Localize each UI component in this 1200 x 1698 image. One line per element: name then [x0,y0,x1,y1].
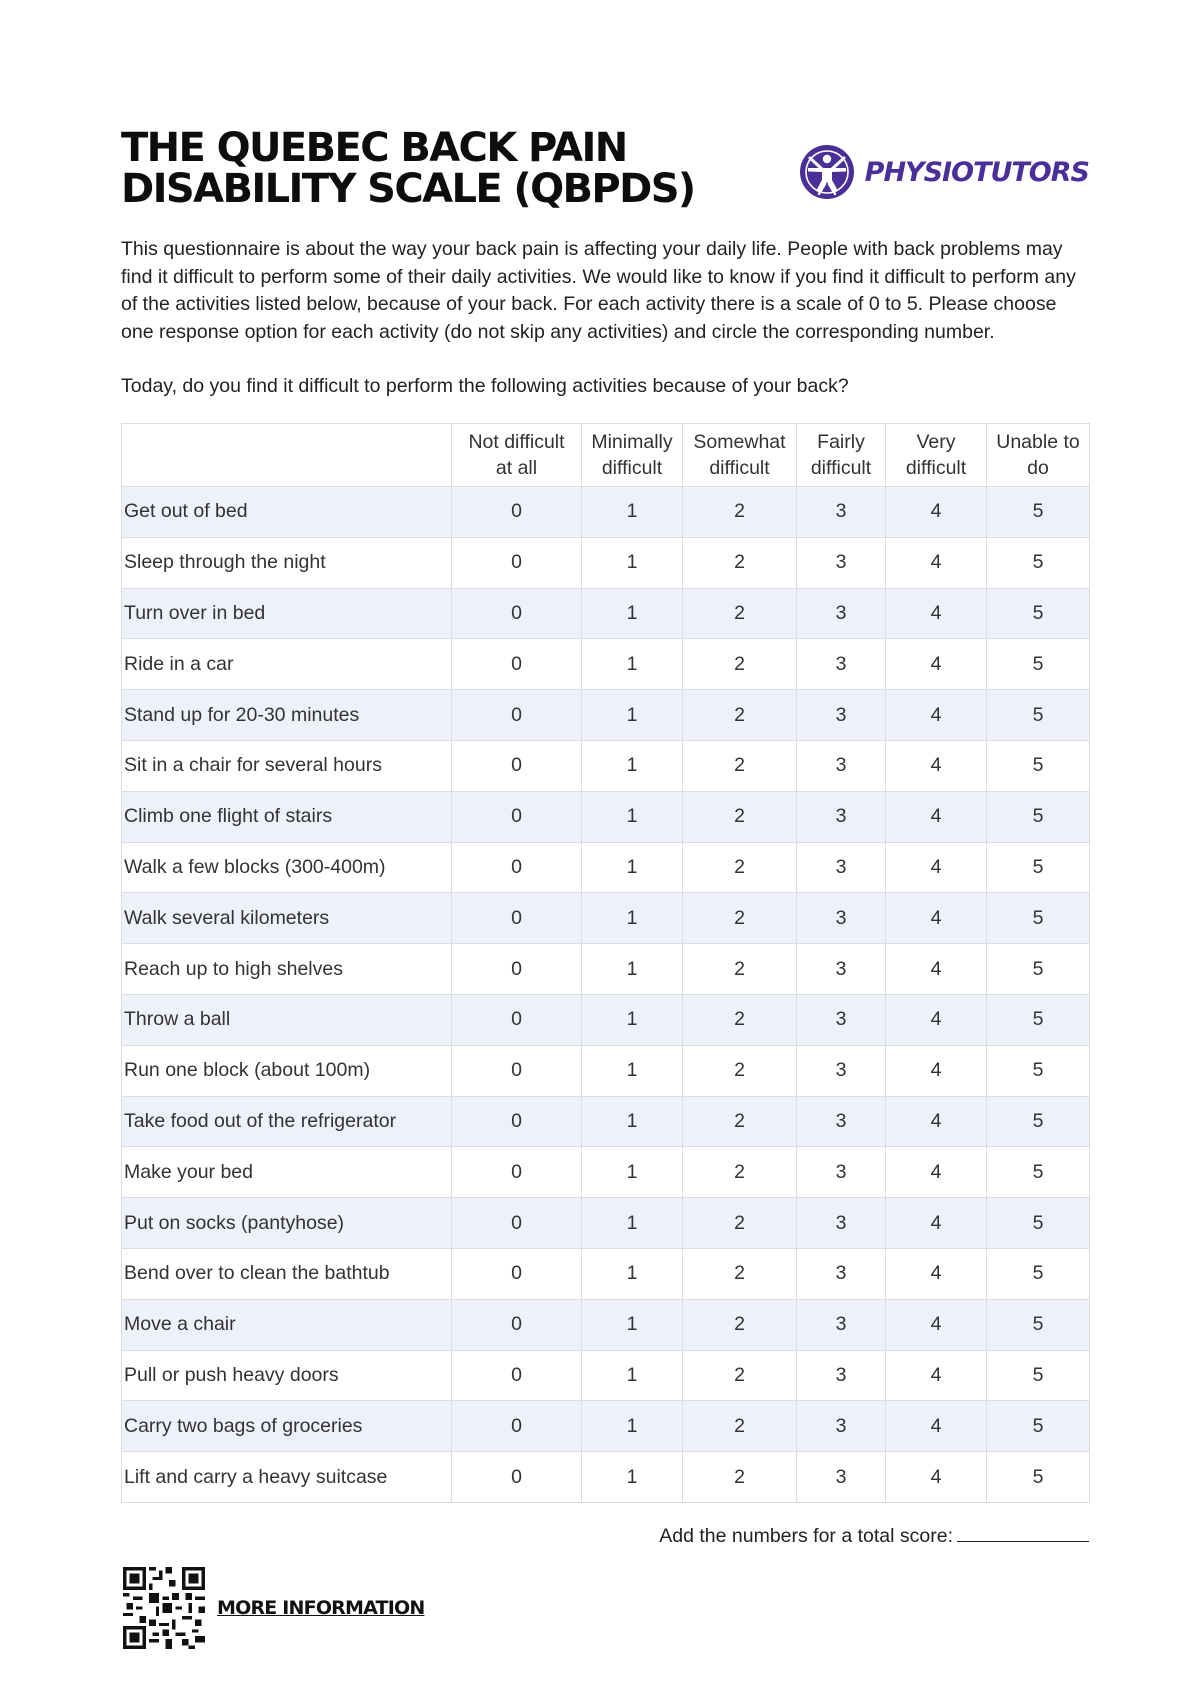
score-option[interactable]: 3 [797,1452,886,1503]
column-header: Not difficult at all [452,424,582,487]
score-option[interactable]: 3 [797,1096,886,1147]
score-option[interactable]: 4 [886,1198,987,1249]
score-option[interactable]: 1 [582,1401,683,1452]
score-option[interactable]: 0 [452,1401,582,1452]
total-score-blank[interactable] [957,1523,1089,1542]
table-row [122,740,1090,791]
table-row [122,944,1090,995]
activity-label: Sit in a chair for several hours [122,740,452,791]
table-row [122,893,1090,944]
score-option[interactable]: 1 [582,1248,683,1299]
score-option[interactable]: 1 [582,791,683,842]
score-option[interactable]: 0 [452,740,582,791]
qr-code-icon[interactable] [123,1567,205,1649]
score-option[interactable]: 3 [797,1299,886,1350]
score-option[interactable]: 5 [987,791,1090,842]
qbpds-form [121,125,1089,1548]
activity-label: Stand up for 20-30 minutes [122,690,452,741]
column-header: Somewhat difficult [683,424,797,487]
score-option[interactable]: 2 [683,1248,797,1299]
score-option[interactable]: 2 [683,537,797,588]
table-row [122,1350,1090,1401]
activity-label: Reach up to high shelves [122,944,452,995]
score-option[interactable]: 2 [683,893,797,944]
score-option[interactable]: 4 [886,842,987,893]
physiotutors-logo [799,144,1089,200]
activity-label: Put on socks (pantyhose) [122,1198,452,1249]
activity-label: Turn over in bed [122,588,452,639]
table-row [122,1452,1090,1503]
table-row [122,1198,1090,1249]
score-option[interactable]: 5 [987,537,1090,588]
score-option[interactable]: 2 [683,588,797,639]
score-option[interactable]: 4 [886,690,987,741]
score-option[interactable]: 4 [886,1248,987,1299]
score-option[interactable]: 5 [987,690,1090,741]
table-header-row [122,424,1090,487]
score-option[interactable]: 5 [987,1350,1090,1401]
score-option[interactable]: 0 [452,791,582,842]
score-option[interactable]: 0 [452,1248,582,1299]
score-option[interactable]: 1 [582,1452,683,1503]
score-option[interactable]: 0 [452,994,582,1045]
score-option[interactable]: 1 [582,690,683,741]
activity-label: Walk a few blocks (300-400m) [122,842,452,893]
score-option[interactable]: 5 [987,1045,1090,1096]
score-option[interactable]: 4 [886,588,987,639]
activity-label: Make your bed [122,1147,452,1198]
score-option[interactable]: 1 [582,994,683,1045]
score-option[interactable]: 1 [582,1045,683,1096]
score-option[interactable]: 5 [987,994,1090,1045]
score-option[interactable]: 5 [987,639,1090,690]
activity-label: Carry two bags of groceries [122,1401,452,1452]
score-option[interactable]: 5 [987,740,1090,791]
score-option[interactable]: 2 [683,1096,797,1147]
activity-header-cell [122,424,452,487]
column-header: Fairly difficult [797,424,886,487]
table-row [122,1045,1090,1096]
activity-label: Pull or push heavy doors [122,1350,452,1401]
table-row [122,639,1090,690]
score-option[interactable]: 0 [452,1299,582,1350]
score-option[interactable]: 0 [452,1452,582,1503]
score-option[interactable]: 3 [797,1401,886,1452]
score-option[interactable]: 4 [886,1147,987,1198]
score-option[interactable]: 2 [683,740,797,791]
score-option[interactable]: 5 [987,1401,1090,1452]
question-prompt: Today, do you find it difficult to perform the following activities because of your back? [121,375,849,397]
score-option[interactable]: 1 [582,588,683,639]
table-row [122,791,1090,842]
score-option[interactable]: 5 [987,588,1090,639]
score-option[interactable]: 4 [886,1096,987,1147]
column-header: Minimally difficult [582,424,683,487]
score-option[interactable]: 0 [452,1045,582,1096]
score-option[interactable]: 2 [683,487,797,538]
column-header: Very difficult [886,424,987,487]
table-row [122,1147,1090,1198]
score-option[interactable]: 3 [797,537,886,588]
score-option[interactable]: 5 [987,1248,1090,1299]
table-row [122,1299,1090,1350]
total-score-label: Add the numbers for a total score: [659,1524,953,1547]
score-option[interactable]: 0 [452,893,582,944]
more-information-link[interactable]: MORE INFORMATION [217,1597,425,1619]
score-option[interactable]: 3 [797,893,886,944]
score-option[interactable]: 0 [452,944,582,995]
score-option[interactable]: 1 [582,740,683,791]
score-option[interactable]: 3 [797,944,886,995]
score-option[interactable]: 5 [987,1096,1090,1147]
score-option[interactable]: 3 [797,588,886,639]
title-line-1: THE QUEBEC BACK PAIN [121,125,627,171]
score-option[interactable]: 5 [987,1299,1090,1350]
score-option[interactable]: 4 [886,1452,987,1503]
score-option[interactable]: 5 [987,1147,1090,1198]
score-option[interactable]: 1 [582,1096,683,1147]
score-option[interactable]: 0 [452,1096,582,1147]
score-option[interactable]: 2 [683,1452,797,1503]
activity-label: Bend over to clean the bathtub [122,1248,452,1299]
score-option[interactable]: 1 [582,1198,683,1249]
score-option[interactable]: 0 [452,1198,582,1249]
score-option[interactable]: 3 [797,994,886,1045]
score-option[interactable]: 1 [582,842,683,893]
activity-label: Take food out of the refrigerator [122,1096,452,1147]
activity-scale-table [121,423,1090,1503]
table-row [122,1096,1090,1147]
score-option[interactable]: 3 [797,1350,886,1401]
table-row [122,1401,1090,1452]
score-option[interactable]: 2 [683,1299,797,1350]
score-option[interactable]: 2 [683,1147,797,1198]
score-option[interactable]: 3 [797,791,886,842]
score-option[interactable]: 0 [452,842,582,893]
header [121,125,1089,216]
score-option[interactable]: 4 [886,487,987,538]
score-option[interactable]: 2 [683,1198,797,1249]
score-option[interactable]: 2 [683,944,797,995]
footer [123,1567,424,1649]
score-option[interactable]: 0 [452,1350,582,1401]
score-option[interactable]: 2 [683,994,797,1045]
score-option[interactable]: 5 [987,944,1090,995]
score-option[interactable]: 1 [582,487,683,538]
column-header: Unable to do [987,424,1090,487]
activity-label: Move a chair [122,1299,452,1350]
score-option[interactable]: 4 [886,1350,987,1401]
score-option[interactable]: 3 [797,690,886,741]
score-option[interactable]: 3 [797,740,886,791]
activity-label: Sleep through the night [122,537,452,588]
intro-paragraph: This questionnaire is about the way your back pain is affecting your daily life. People with back problems may find it difficult to perform some of their daily activities. We would like to know if you find it difficult to perform any of the activities listed below, because of your back. For each activity there is a scale of 0 to 5. Please choose one response option for each activity (do not skip any activities) and circle the corresponding number. [121,238,1076,343]
score-option[interactable]: 0 [452,690,582,741]
score-option[interactable]: 4 [886,944,987,995]
score-option[interactable]: 5 [987,842,1090,893]
score-option[interactable]: 4 [886,740,987,791]
score-option[interactable]: 3 [797,1198,886,1249]
score-option[interactable]: 0 [452,588,582,639]
score-option[interactable]: 0 [452,1147,582,1198]
table-row [122,690,1090,741]
score-option[interactable]: 1 [582,537,683,588]
logo-text: PHYSIOTUTORS [864,156,1089,188]
score-option[interactable]: 4 [886,537,987,588]
score-option[interactable]: 4 [886,893,987,944]
score-option[interactable]: 2 [683,639,797,690]
vitruvian-man-icon [799,144,855,200]
score-option[interactable]: 2 [683,690,797,741]
activity-label: Climb one flight of stairs [122,791,452,842]
activity-label: Walk several kilometers [122,893,452,944]
score-option[interactable]: 2 [683,842,797,893]
score-option[interactable]: 4 [886,791,987,842]
score-option[interactable]: 5 [987,487,1090,538]
activity-label: Get out of bed [122,487,452,538]
score-option[interactable]: 2 [683,1350,797,1401]
table-row [122,487,1090,538]
score-option[interactable]: 1 [582,944,683,995]
activity-label: Run one block (about 100m) [122,1045,452,1096]
activity-rows [122,487,1090,1503]
activity-label: Throw a ball [122,994,452,1045]
total-score-line [121,1523,1089,1548]
score-option[interactable]: 5 [987,893,1090,944]
activity-label: Lift and carry a heavy suitcase [122,1452,452,1503]
score-option[interactable]: 1 [582,639,683,690]
score-option[interactable]: 0 [452,537,582,588]
score-option[interactable]: 4 [886,639,987,690]
score-option[interactable]: 5 [987,1198,1090,1249]
score-option[interactable]: 3 [797,1045,886,1096]
table-row [122,537,1090,588]
title-line-2: DISABILITY SCALE (QBPDS) [121,166,695,212]
score-option[interactable]: 1 [582,893,683,944]
score-option[interactable]: 0 [452,639,582,690]
table-row [122,588,1090,639]
score-option[interactable]: 4 [886,1045,987,1096]
score-option[interactable]: 2 [683,1045,797,1096]
score-option[interactable]: 1 [582,1350,683,1401]
score-option[interactable]: 3 [797,1147,886,1198]
score-option[interactable]: 5 [987,1452,1090,1503]
score-option[interactable]: 2 [683,791,797,842]
table-row [122,842,1090,893]
score-option[interactable]: 4 [886,994,987,1045]
score-option[interactable]: 3 [797,1248,886,1299]
table-row [122,994,1090,1045]
score-option[interactable]: 1 [582,1299,683,1350]
score-option[interactable]: 1 [582,1147,683,1198]
score-option[interactable]: 4 [886,1299,987,1350]
score-option[interactable]: 3 [797,487,886,538]
table-row [122,1248,1090,1299]
activity-label: Ride in a car [122,639,452,690]
score-option[interactable]: 3 [797,639,886,690]
score-option[interactable]: 2 [683,1401,797,1452]
score-option[interactable]: 3 [797,842,886,893]
score-option[interactable]: 4 [886,1401,987,1452]
score-option[interactable]: 0 [452,487,582,538]
